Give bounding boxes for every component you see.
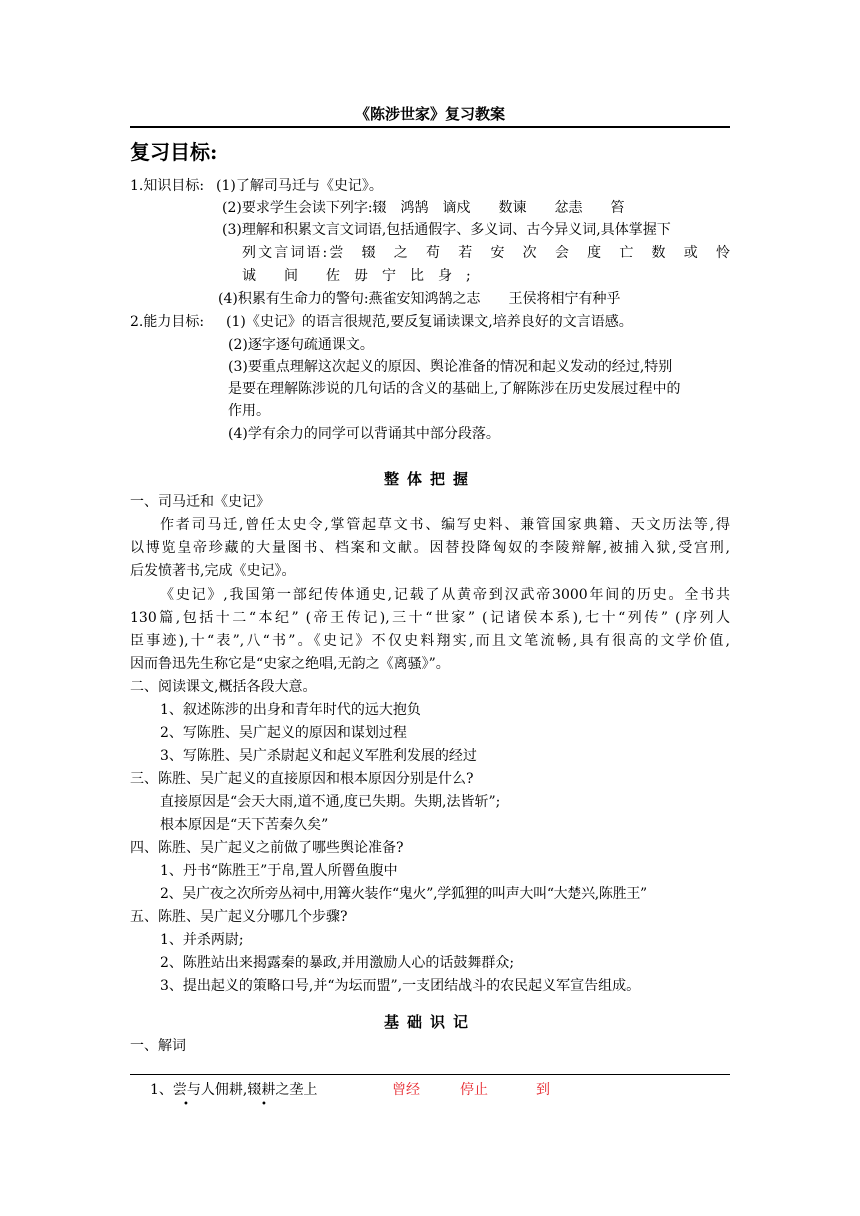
overview-p1-line2: 以博览皇帝珍藏的大量图书、档案和文献。因替投降匈奴的李陵辩解,被捕入狱,受宫刑,: [130, 540, 730, 556]
doc-title: 《陈涉世家》复习教案: [354, 105, 505, 123]
overview-s3-item2: 根本原因是“天下苦秦久矣”: [160, 817, 329, 833]
overview-p1-line1: 作者司马迁,曾任太史令,掌管起草文书、编写史料、兼管国家典籍、天文历法等,得: [160, 517, 730, 533]
overview-section-3: 三、陈胜、吴广起义的直接原因和根本原因分别是什么?: [130, 771, 474, 787]
overview-s5-item2: 2、陈胜站出来揭露秦的暴政,并用激励人心的话鼓舞群众;: [160, 955, 515, 971]
ability-goals-label: 2.能力目标:: [130, 314, 205, 330]
ability-goal-3-line3: 作用。: [228, 403, 270, 419]
overview-s5-item3: 3、提出起义的策略口号,并“为坛而盟”,一支团结战斗的农民起义军宣告组成。: [160, 978, 641, 994]
overview-s5-item1: 1、并杀两尉;: [160, 932, 244, 948]
ability-goal-2: (2)逐字逐句疏通课文。: [228, 337, 374, 353]
overview-heading: 整体把握: [383, 470, 476, 488]
ability-goal-3-line1: (3)要重点理解这次起义的原因、舆论准备的情况和起义发动的经过,特别: [228, 359, 673, 375]
title-rule: [130, 126, 730, 128]
answer-2: 停止: [460, 1082, 488, 1098]
review-goals-heading: 复习目标:: [130, 140, 218, 164]
knowledge-goal-3-line1: (3)理解和积累文言文词语,包括通假字、多义词、古今异义词,具体掌握下: [222, 222, 671, 238]
answer-1: 曾经: [392, 1082, 420, 1098]
overview-p2-line2: 130篇,包括十二“本纪” (帝王传记),三十“世家” (记诸侯本系),七十“列传” (序列人: [130, 610, 730, 626]
vocab-item-1: 1、尝与人佣耕,辍耕之垄上: [150, 1082, 318, 1098]
ability-goal-3-line2: 是要在理解陈涉说的几句话的含义的基础上,了解陈涉在历史发展过程中的: [228, 381, 681, 397]
knowledge-goal-3-line2: 列文言词语:尝 辍 之 苟 若 安 次 会 度 亡 数 或 怜: [242, 245, 730, 261]
overview-section-1: 一、司马迁和《史记》: [130, 494, 270, 510]
knowledge-goal-4: (4)积累有生命力的警句:燕雀安知鸿鹄之志 王侯将相宁有种乎: [218, 291, 621, 307]
overview-s2-item2: 2、写陈胜、吴广起义的原因和谋划过程: [160, 725, 407, 741]
ability-goal-4: (4)学有余力的同学可以背诵其中部分段落。: [228, 426, 500, 442]
overview-section-2: 二、阅读课文,概括各段大意。: [130, 679, 317, 695]
overview-p2-line1: 《史记》,我国第一部纪传体通史,记载了从黄帝到汉武帝3000年间的历史。全书共: [160, 587, 730, 603]
basics-heading: 基础识记: [383, 1013, 476, 1031]
emphasis-dot: •: [183, 1099, 189, 1110]
answer-3: 到: [536, 1082, 550, 1098]
knowledge-goal-2: (2)要求学生会读下列字:辍 鸿鹄 谪戍 数谏 忿恚 笞: [222, 200, 625, 216]
overview-s2-item1: 1、叙述陈涉的出身和青年时代的远大抱负: [160, 702, 421, 718]
basics-rule: [130, 1074, 730, 1075]
overview-p1-line3: 后发愤著书,完成《史记》。: [130, 563, 296, 579]
overview-p2-line3: 臣事迹),十“表”,八“书”。《史记》不仅史料翔实,而且文笔流畅,具有很高的文学价值,: [130, 633, 730, 649]
basics-section-1: 一、解词: [130, 1038, 186, 1054]
overview-s4-item2: 2、吴广夜之次所旁丛祠中,用篝火装作“鬼火”,学狐狸的叫声大叫“大楚兴,陈胜王”: [160, 886, 647, 902]
knowledge-goal-1: (1)了解司马迁与《史记》。: [216, 178, 383, 194]
overview-s3-item1: 直接原因是“会天大雨,道不通,度已失期。失期,法皆斩”;: [160, 794, 501, 810]
ability-goal-1: (1)《史记》的语言很规范,要反复诵读课文,培养良好的文言语感。: [226, 314, 633, 330]
overview-section-4: 四、陈胜、吴广起义之前做了哪些舆论准备?: [130, 840, 404, 856]
knowledge-goals-label: 1.知识目标:: [130, 178, 205, 194]
emphasis-dot: •: [261, 1099, 267, 1110]
knowledge-goal-3-line3: 诚 间 佐 毋 宁 比 身 ;: [242, 268, 471, 284]
overview-section-5: 五、陈胜、吴广起义分哪几个步骤?: [130, 909, 348, 925]
overview-s2-item3: 3、写陈胜、吴广杀尉起义和起义军胜利发展的经过: [160, 748, 477, 764]
overview-s4-item1: 1、丹书“陈胜王”于帛,置人所罾鱼腹中: [160, 863, 398, 879]
overview-p2-line4: 因而鲁迅先生称它是“史家之绝唱,无韵之《离骚》”。: [130, 656, 450, 672]
